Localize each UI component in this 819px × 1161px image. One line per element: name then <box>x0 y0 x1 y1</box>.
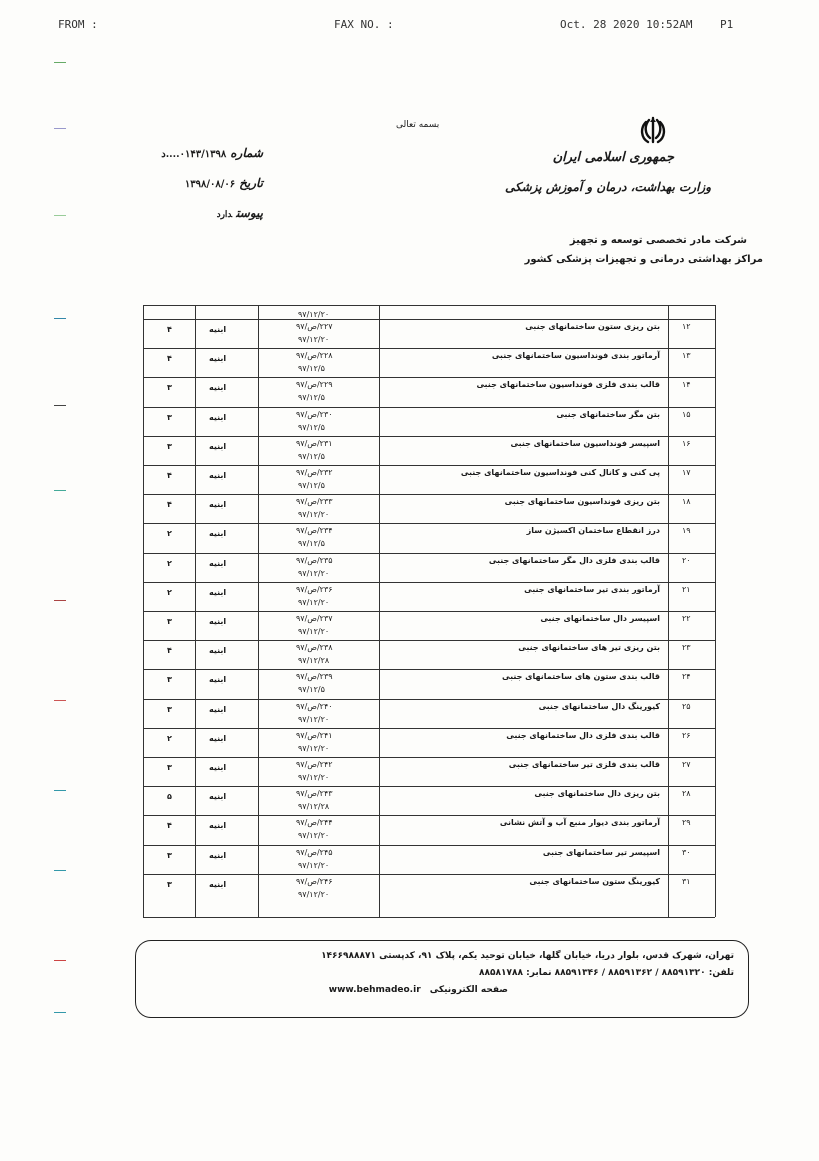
table-row-line <box>143 786 715 787</box>
table-row-number: ۳۰ <box>682 847 691 857</box>
table-row-line <box>143 523 715 524</box>
table-row-date: ۹۷/۱۲/۲۰ <box>298 889 330 899</box>
table-border-top <box>143 305 715 306</box>
table-row-category: ابنیه <box>209 325 227 334</box>
table-row-line <box>143 582 715 583</box>
table-row-description: پی کنی و کانال کنی فونداسیون ساختمانهای جنبی <box>460 468 660 477</box>
table-row-description: قالب بندی فلزی فونداسیون ساختمانهای جنبی <box>476 380 660 390</box>
table-row-description: درز انقطاع ساختمان اکسیژن ساز <box>526 526 660 536</box>
table-row-code: ۲۴۲/ص/۹۷ <box>296 760 333 769</box>
letterhead-country: جمهوری اسلامی ایران <box>552 150 674 165</box>
letter-attachment <box>118 206 263 220</box>
footer-website-label: صفحه الکترونیکی <box>429 985 508 995</box>
company-name-line2: مراکز بهداشتی درمانی و تجهیزات پزشکی کشور <box>524 254 763 265</box>
table-row-category: ابنیه <box>209 675 227 685</box>
table-row-category: ابنیه <box>209 821 227 831</box>
table-row-description: اسپیسر فونداسیون ساختمانهای جنبی <box>510 438 660 448</box>
table-row-code: ۲۴۰/ص/۹۷ <box>296 701 333 711</box>
table-row-number: ۱۴ <box>682 380 691 390</box>
footer-box <box>135 940 749 1018</box>
table-row-date: ۹۷/۱۲/۵ <box>298 422 325 432</box>
table-row-code: ۲۳۰/ص/۹۷ <box>296 409 333 419</box>
letter-date-value: ۱۳۹۸/۰۸/۰۶ <box>184 179 236 190</box>
table-row-date: ۹۷/۱۲/۲۸ <box>298 656 330 666</box>
table-row-count: ۳ <box>167 704 172 714</box>
table-row-date: ۹۷/۱۲/۲۸ <box>298 802 330 812</box>
table-row-date: ۹۷/۱۲/۵ <box>298 539 325 549</box>
table-row-code: ۲۳۴/ص/۹۷ <box>296 526 333 536</box>
table-row-count: ۲ <box>167 529 172 539</box>
table-row-description: قالب بندی فلزی دال ساختمانهای جنبی <box>506 730 660 740</box>
table-row-count: ۳ <box>167 879 172 889</box>
iran-emblem-icon <box>636 116 670 146</box>
table-row-description: بتن ریزی فونداسیون ساختمانهای جنبی <box>504 497 660 507</box>
table-row-number: ۲۲ <box>682 614 691 623</box>
table-row-number: ۳۱ <box>682 876 691 886</box>
table-row-date: ۹۷/۱۲/۵ <box>298 481 325 490</box>
table-row-code: ۲۴۱/ص/۹۷ <box>296 730 333 740</box>
table-row-count: ۴ <box>167 325 172 334</box>
table-row-line <box>143 699 715 700</box>
table-row-line <box>143 465 715 466</box>
table-row-category: ابنیه <box>209 529 227 539</box>
table-row-description: کیورینگ ستون ساختمانهای جنبی <box>529 876 660 886</box>
table-row-number: ۲۴ <box>682 672 691 682</box>
table-row-count: ۴ <box>167 471 172 480</box>
table-row-number: ۲۶ <box>682 730 691 740</box>
table-row-count: ۵ <box>167 792 172 802</box>
table-row-description: آرماتور بندی دیوار منبع آب و آتش نشانی <box>499 818 660 828</box>
table-row-date: ۹۷/۱۲/۲۰ <box>298 627 330 636</box>
table-row-count: ۳ <box>167 383 172 393</box>
table-row-description: آرماتور بندی فونداسیون ساختمانهای جنبی <box>491 351 660 361</box>
table-row-line <box>143 407 715 408</box>
table-row-count: ۴ <box>167 646 172 656</box>
table-row-number: ۲۸ <box>682 789 691 799</box>
table-border-right <box>715 305 716 917</box>
fax-from-label: FROM : <box>58 18 98 31</box>
table-row-count: ۳ <box>167 850 172 860</box>
table-row-category: ابنیه <box>209 500 227 510</box>
table-row-date: ۹۷/۱۲/۵ <box>298 451 325 461</box>
table-row-line <box>143 757 715 758</box>
table-row-category: ابنیه <box>209 704 227 714</box>
table-row-description: کیورینگ دال ساختمانهای جنبی <box>538 701 660 711</box>
table-row-line <box>143 669 715 670</box>
table-row-code: ۲۳۶/ص/۹۷ <box>296 584 333 594</box>
table-row-category: ابنیه <box>209 879 227 889</box>
table-row-count: ۳ <box>167 617 172 626</box>
table-row-number: ۲۱ <box>682 584 691 594</box>
table-row-number: ۱۸ <box>682 497 691 507</box>
table-row-count: ۴ <box>167 500 172 510</box>
footer-phones: تلفن: ۸۸۵۹۱۳۲۰ / ۸۸۵۹۱۳۶۲ / ۸۸۵۹۱۳۴۶ نمابر: ۸۸۵۸۱۷۸۸ <box>479 968 734 978</box>
table-row-line <box>143 436 715 437</box>
table-row-date: ۹۷/۱۲/۵ <box>298 364 325 374</box>
table-row-description: اسپیسر تیر ساختمانهای جنبی <box>542 847 660 857</box>
table-row-date: ۹۷/۱۲/۵ <box>298 685 325 695</box>
table-row-category: ابنیه <box>209 792 227 802</box>
footer-address: تهران، شهرک قدس، بلوار دریا، خیابان گلها، خیابان توحید یکم، پلاک ۹۱، کدپستی ۱۴۶۶۹۸۸۸۷۱ <box>321 951 734 961</box>
table-row-count: ۴ <box>167 821 172 831</box>
table-row-description: بتن ریزی دال ساختمانهای جنبی <box>534 789 660 799</box>
table-row-line <box>143 640 715 641</box>
table-row-date: ۹۷/۱۲/۲۰ <box>298 831 330 841</box>
table-row-description: آرماتور بندی تیر ساختمانهای جنبی <box>524 584 660 594</box>
table-row-number: ۱۲ <box>682 322 691 331</box>
table-row-category: ابنیه <box>209 354 227 364</box>
table-row-code: ۲۳۱/ص/۹۷ <box>296 438 333 448</box>
table-row-number: ۲۷ <box>682 760 691 769</box>
table-row-code: ۲۲۹/ص/۹۷ <box>296 380 333 390</box>
table-row-count: ۲ <box>167 558 172 568</box>
table-row-line <box>143 494 715 495</box>
table-row-description: قالب بندی فلزی دال مگر ساختمانهای جنبی <box>488 555 660 565</box>
table-row-code: ۲۳۳/ص/۹۷ <box>296 497 333 507</box>
table-row-number: ۱۶ <box>682 438 691 448</box>
table-row-category: ابنیه <box>209 733 227 743</box>
table-row-code: ۲۴۵/ص/۹۷ <box>296 847 333 857</box>
table-row-code: ۲۳۲/ص/۹۷ <box>296 468 333 477</box>
table-row-date: ۹۷/۱۲/۲۰ <box>298 510 330 520</box>
table-row-line <box>143 611 715 612</box>
footer-website[interactable]: www.behmadeo.ir <box>328 985 421 995</box>
table-row-number: ۲۳ <box>682 643 691 653</box>
table-row-code: ۲۴۶/ص/۹۷ <box>296 876 333 886</box>
table-row-number: ۱۵ <box>682 409 691 419</box>
table-row-date: ۹۷/۱۲/۵ <box>298 393 325 403</box>
table-row-count: ۳ <box>167 412 172 422</box>
table-row-description: بتن مگر ساختمانهای جنبی <box>556 409 660 419</box>
table-row-line <box>143 728 715 729</box>
table-row-line <box>143 874 715 875</box>
table-row-number: ۲۰ <box>682 555 691 565</box>
letter-number-value: ۰۱۴۳/۱۳۹۸....د <box>161 149 227 160</box>
table-row-line <box>143 553 715 554</box>
table-row-category: ابنیه <box>209 412 227 422</box>
table-row-code: ۲۳۸/ص/۹۷ <box>296 643 333 653</box>
table-row-code: ۲۲۸/ص/۹۷ <box>296 351 333 361</box>
table-row-date: ۹۷/۱۲/۲۰ <box>298 773 330 782</box>
table-row-count: ۳ <box>167 763 172 772</box>
fax-timestamp: Oct. 28 2020 10:52AM <box>560 18 693 31</box>
table-row-category: ابنیه <box>209 441 227 451</box>
bismillah: بسمه تعالی <box>396 120 440 130</box>
table-row-date: ۹۷/۱۲/۲۰ <box>298 335 330 344</box>
table-row-date: ۹۷/۱۲/۲۰ <box>298 568 330 578</box>
letterhead-ministry: وزارت بهداشت، درمان و آموزش پزشکی <box>505 180 711 194</box>
table-row-count: ۲ <box>167 587 172 597</box>
letter-attachment-label: پیوست <box>236 206 263 220</box>
letter-date-label: تاریخ <box>239 176 263 190</box>
table-row-date: ۹۷/۱۲/۲۰ <box>298 597 330 607</box>
document-table <box>143 305 715 917</box>
table-row-line <box>143 377 715 378</box>
table-row-category: ابنیه <box>209 617 227 626</box>
fax-page-number: P1 <box>720 18 734 31</box>
table-row-date: ۹۷/۱۲/۲۰ <box>298 714 330 724</box>
table-row-code: ۲۴۴/ص/۹۷ <box>296 818 333 828</box>
table-row-category: ابنیه <box>209 763 227 772</box>
table-row-description: اسپیسر دال ساختمانهای جنبی <box>540 614 660 623</box>
table-row-code: ۲۳۷/ص/۹۷ <box>296 614 333 623</box>
table-row-count: ۴ <box>167 354 172 364</box>
table-row-code: ۲۳۹/ص/۹۷ <box>296 672 333 682</box>
table-row-line <box>143 319 715 320</box>
table-row-count: ۲ <box>167 733 172 743</box>
letter-number <box>118 146 263 160</box>
table-row-category: ابنیه <box>209 471 227 480</box>
table-row-description: بتن ریزی تیر های ساختمانهای جنبی <box>518 643 660 653</box>
table-first-date: ۹۷/۱۲/۲۰ <box>298 310 330 319</box>
table-row-category: ابنیه <box>209 850 227 860</box>
table-row-category: ابنیه <box>209 646 227 656</box>
letter-date <box>118 176 263 190</box>
letter-attachment-value: دارد <box>216 210 233 220</box>
table-row-count: ۳ <box>167 675 172 685</box>
table-row-code: ۲۲۷/ص/۹۷ <box>296 322 333 331</box>
table-row-line <box>143 845 715 846</box>
table-row-number: ۱۹ <box>682 526 691 536</box>
table-row-number: ۱۳ <box>682 351 691 361</box>
footer-website-line <box>329 985 508 995</box>
table-row-date: ۹۷/۱۲/۲۰ <box>298 743 330 753</box>
fax-number-label: FAX NO. : <box>334 18 394 31</box>
table-row-description: قالب بندی ستون های ساختمانهای جنبی <box>501 672 660 682</box>
table-row-line <box>143 348 715 349</box>
company-name-line1: شرکت مادر تخصصی توسعه و تجهیز <box>569 235 747 246</box>
table-row-description: بتن ریزی ستون ساختمانهای جنبی <box>525 322 660 331</box>
table-row-count: ۳ <box>167 441 172 451</box>
table-row-line <box>143 815 715 816</box>
table-row-number: ۱۷ <box>682 468 691 477</box>
table-row-description: قالب بندی فلزی تیر ساختمانهای جنبی <box>508 760 660 769</box>
table-row-date: ۹۷/۱۲/۲۰ <box>298 860 330 870</box>
table-row-category: ابنیه <box>209 383 227 393</box>
table-row-number: ۲۵ <box>682 701 691 711</box>
table-row-category: ابنیه <box>209 558 227 568</box>
table-row-code: ۲۳۵/ص/۹۷ <box>296 555 333 565</box>
table-row-number: ۲۹ <box>682 818 691 828</box>
table-row-code: ۲۴۳/ص/۹۷ <box>296 789 333 799</box>
letter-number-label: شماره <box>230 146 263 160</box>
table-border-bottom <box>143 917 715 918</box>
table-row-category: ابنیه <box>209 587 227 597</box>
